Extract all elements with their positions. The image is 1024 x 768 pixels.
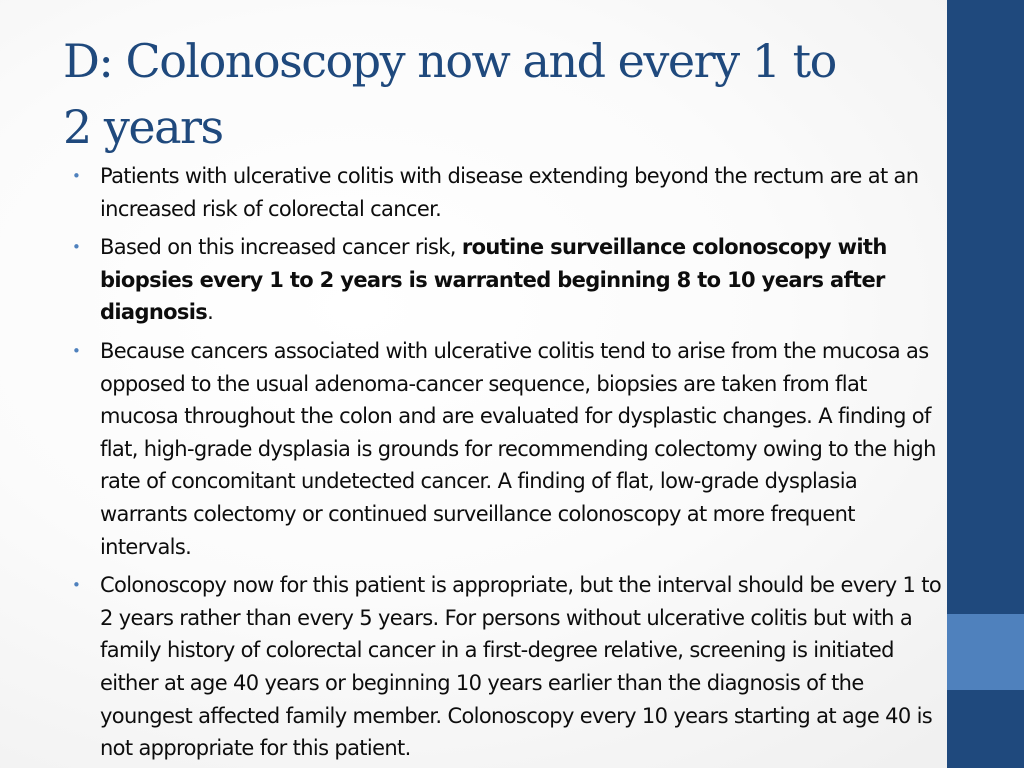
bullet-text-emphasis: routine surveillance colonoscopy with biopsies every 1 to 2 years is warranted beginning 8 to 10 years after diagnosis (100, 235, 887, 325)
bullet-text: Because cancers associated with ulcerative colitis tend to arise from the mucosa as opposed to the usual adenoma-cancer sequence, biopsies are taken from flat mucosa throughout the colon and are evaluated for dysplastic changes. A finding of flat, high-grade dysplasia is grounds for recommending colectomy owing to the high rate of concomitant undetected cancer. A finding of flat, low-grade dysplasia warrants colectomy or continued surveillance colonoscopy at more frequent intervals. (100, 338, 936, 559)
bullet-dot-icon: • (72, 238, 81, 257)
slide-content (70, 160, 950, 768)
bullet-dot-icon: • (72, 576, 81, 595)
bullet-list (70, 160, 950, 765)
bullet-item-risk (70, 160, 950, 225)
slide-title (63, 28, 943, 160)
side-accent-block (947, 614, 1024, 690)
bullet-dot-icon: • (72, 341, 81, 360)
bullet-text: Colonoscopy now for this patient is appropriate, but the interval should be every 1 to 2 years rather than every 5 years. For persons without ulcerative colitis but with a family history of colorectal cancer in a first-degree relative, screening is initiated either at age 40 years or beginning 10 years earlier than the diagnosis of the youngest affected family member. Colonoscopy every 10 years starting at age 40 is not appropriate for this patient. (100, 573, 942, 761)
bullet-item-surveillance (70, 231, 950, 329)
bullet-text-lead: Based on this increased cancer risk, (100, 235, 462, 260)
slide-title-line-2: 2 years (63, 100, 223, 154)
bullet-item-dysplasia (70, 335, 950, 563)
bullet-text: Patients with ulcerative colitis with disease extending beyond the rectum are at an increased risk of colorectal cancer. (100, 164, 919, 221)
slide-title-line-1: D: Colonoscopy now and every 1 to (63, 34, 836, 88)
bullet-item-interval (70, 569, 950, 765)
bullet-dot-icon: • (72, 167, 81, 185)
bullet-text-tail: . (207, 300, 214, 325)
